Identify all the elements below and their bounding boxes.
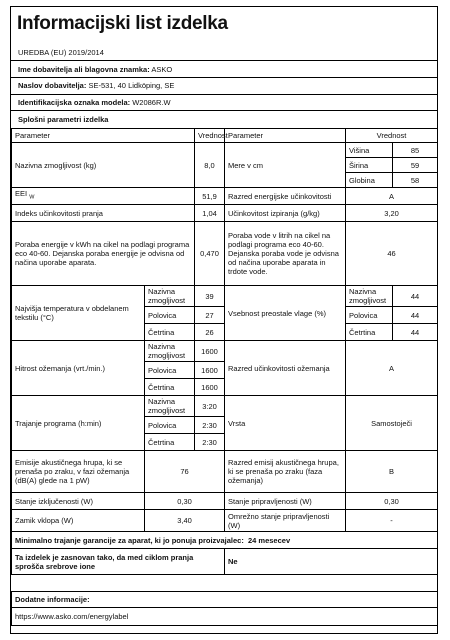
height-value: 85 <box>393 143 438 158</box>
duration-half-value: 2:30 <box>195 417 225 434</box>
energy-consumption-value: 0,470 <box>195 222 225 286</box>
depth-label: Globina <box>346 173 393 188</box>
table-row <box>12 143 438 158</box>
energy-class-value: A <box>346 188 438 205</box>
supplier-value: ASKO <box>151 65 173 74</box>
water-consumption-value: 46 <box>346 222 438 286</box>
table-row <box>12 575 438 592</box>
eei-label: EEI $_W$ <box>12 188 195 205</box>
depth-value: 58 <box>393 173 438 188</box>
temperature-full-label: Nazivna zmogljivost <box>145 286 195 307</box>
table-row <box>12 510 438 532</box>
duration-quarter-value: 2:30 <box>195 434 225 451</box>
networked-standby-value: - <box>346 510 438 532</box>
table-row <box>12 608 438 626</box>
moisture-quarter-value: 44 <box>393 324 438 341</box>
spin-speed-label: Hitrost ožemanja (vrt./min.) <box>12 341 145 396</box>
temperature-full-value: 39 <box>195 286 225 307</box>
duration-quarter-label: Četrtina <box>145 434 195 451</box>
networked-standby-label: Omrežno stanje pripravljenosti (W) <box>225 510 346 532</box>
temperature-half-label: Polovica <box>145 307 195 324</box>
header-value: Vrednost <box>195 129 225 143</box>
table-row <box>12 286 438 307</box>
noise-label: Emisije akustičnega hrupa, ki se prenaša po zraku, v fazi ožemanja (dB(A) glede na 1 pW) <box>12 451 145 493</box>
supplier-label: Ime dobavitelja ali blagovna znamka: <box>18 65 150 74</box>
standby-label: Stanje pripravljenosti (W) <box>225 493 346 510</box>
model-value: W2086R.W <box>132 98 171 107</box>
table-row <box>12 592 438 608</box>
section-title: Splošni parametri izdelka <box>18 115 109 124</box>
divider <box>11 94 437 95</box>
capacity-label: Nazivna zmogljivost (kg) <box>12 143 195 188</box>
warranty-label: Minimalno trajanje garancije za aparat, ki jo ponuja proizvajalec: <box>15 535 244 545</box>
warranty-row <box>12 532 438 549</box>
energy-class-label: Razred energijske učinkovitosti <box>225 188 346 205</box>
rinsing-value: 3,20 <box>346 205 438 222</box>
table-row <box>12 532 438 549</box>
height-label: Višina <box>346 143 393 158</box>
moisture-full-label: Nazivna zmogljivost <box>346 286 393 307</box>
silver-ions-value: Ne <box>225 549 438 575</box>
delay-start-value: 3,40 <box>145 510 225 532</box>
width-value: 59 <box>393 158 438 173</box>
noise-class-value: B <box>346 451 438 493</box>
moisture-full-value: 44 <box>393 286 438 307</box>
warranty-value: 24 mesecev <box>248 535 291 545</box>
product-information-sheet <box>10 6 438 634</box>
water-consumption-label: Poraba vode v litrih na cikel na podlagi programa eco 40-60. Dejanska poraba vode je odvisna od načina uporabe aparata in trdote vode. <box>225 222 346 286</box>
moisture-quarter-label: Četrtina <box>346 324 393 341</box>
table-row <box>12 188 438 205</box>
temperature-half-value: 27 <box>195 307 225 324</box>
regulation-text: UREDBA (EU) 2019/2014 <box>18 48 104 57</box>
noise-class-label: Razred emisij akustičnega hrupa, ki se prenaša po zraku (faza ožemanja) <box>225 451 346 493</box>
divider <box>11 77 437 78</box>
header-parameter: Parameter <box>12 129 195 143</box>
spin-class-label: Razred učinkovitosti ožemanja <box>225 341 346 396</box>
header-parameter: Parameter <box>225 129 346 143</box>
washing-index-value: 1,04 <box>195 205 225 222</box>
moisture-label: Vsebnost preostale vlage (%) <box>225 286 346 341</box>
standby-value: 0,30 <box>346 493 438 510</box>
dimensions-label: Mere v cm <box>225 143 346 188</box>
moisture-half-label: Polovica <box>346 307 393 324</box>
table-header-row <box>12 129 438 143</box>
type-value: Samostoječi <box>346 396 438 451</box>
table-row <box>12 549 438 575</box>
rinsing-label: Učinkovitost izpiranja (g/kg) <box>225 205 346 222</box>
duration-full-label: Nazivna zmogljivost <box>145 396 195 417</box>
page-title: Informacijski list izdelka <box>17 13 228 34</box>
energylabel-url[interactable]: https://www.asko.com/energylabel <box>12 608 438 626</box>
temperature-label: Najvišja temperatura v obdelanem tekstilu (°C) <box>12 286 145 341</box>
energy-consumption-label: Poraba energije v kWh na cikel na podlagi programa eco 40-60. Dejanska poraba energije je odvisna od načina uporabe aparata. <box>12 222 195 286</box>
spacer-row <box>12 575 438 592</box>
spin-quarter-label: Četrtina <box>145 379 195 396</box>
capacity-value: 8,0 <box>195 143 225 188</box>
delay-start-label: Zamik vklopa (W) <box>12 510 145 532</box>
temperature-quarter-value: 26 <box>195 324 225 341</box>
address-label: Naslov dobavitelja: <box>18 81 87 90</box>
table-row <box>12 451 438 493</box>
type-label: Vrsta <box>225 396 346 451</box>
table-row <box>12 396 438 417</box>
address-value: SE-531, 40 Lidköping, SE <box>88 81 175 90</box>
table-row <box>12 341 438 362</box>
width-label: Širina <box>346 158 393 173</box>
duration-full-value: 3:20 <box>195 396 225 417</box>
duration-half-label: Polovica <box>145 417 195 434</box>
table-row <box>12 222 438 286</box>
spin-half-label: Polovica <box>145 362 195 379</box>
divider <box>11 110 437 111</box>
spin-quarter-value: 1600 <box>195 379 225 396</box>
moisture-half-value: 44 <box>393 307 438 324</box>
noise-value: 76 <box>145 451 225 493</box>
spin-full-label: Nazivna zmogljivost <box>145 341 195 362</box>
spin-full-value: 1600 <box>195 341 225 362</box>
header-value: Vrednost <box>346 129 438 143</box>
parameters-table <box>11 128 438 626</box>
duration-label: Trajanje programa (h:min) <box>12 396 145 451</box>
eei-value: 51,9 <box>195 188 225 205</box>
divider <box>11 60 437 61</box>
table-row <box>12 493 438 510</box>
model-label: Identifikacijska oznaka modela: <box>18 98 131 107</box>
off-mode-label: Stanje izključenosti (W) <box>12 493 145 510</box>
table-row <box>12 205 438 222</box>
spin-half-value: 1600 <box>195 362 225 379</box>
additional-info-label: Dodatne informacije: <box>12 592 438 608</box>
silver-ions-label: Ta izdelek je zasnovan tako, da med ciklom pranja sprošča srebrove ione <box>12 549 225 575</box>
spin-class-value: A <box>346 341 438 396</box>
temperature-quarter-label: Četrtina <box>145 324 195 341</box>
washing-index-label: Indeks učinkovitosti pranja <box>12 205 195 222</box>
off-mode-value: 0,30 <box>145 493 225 510</box>
